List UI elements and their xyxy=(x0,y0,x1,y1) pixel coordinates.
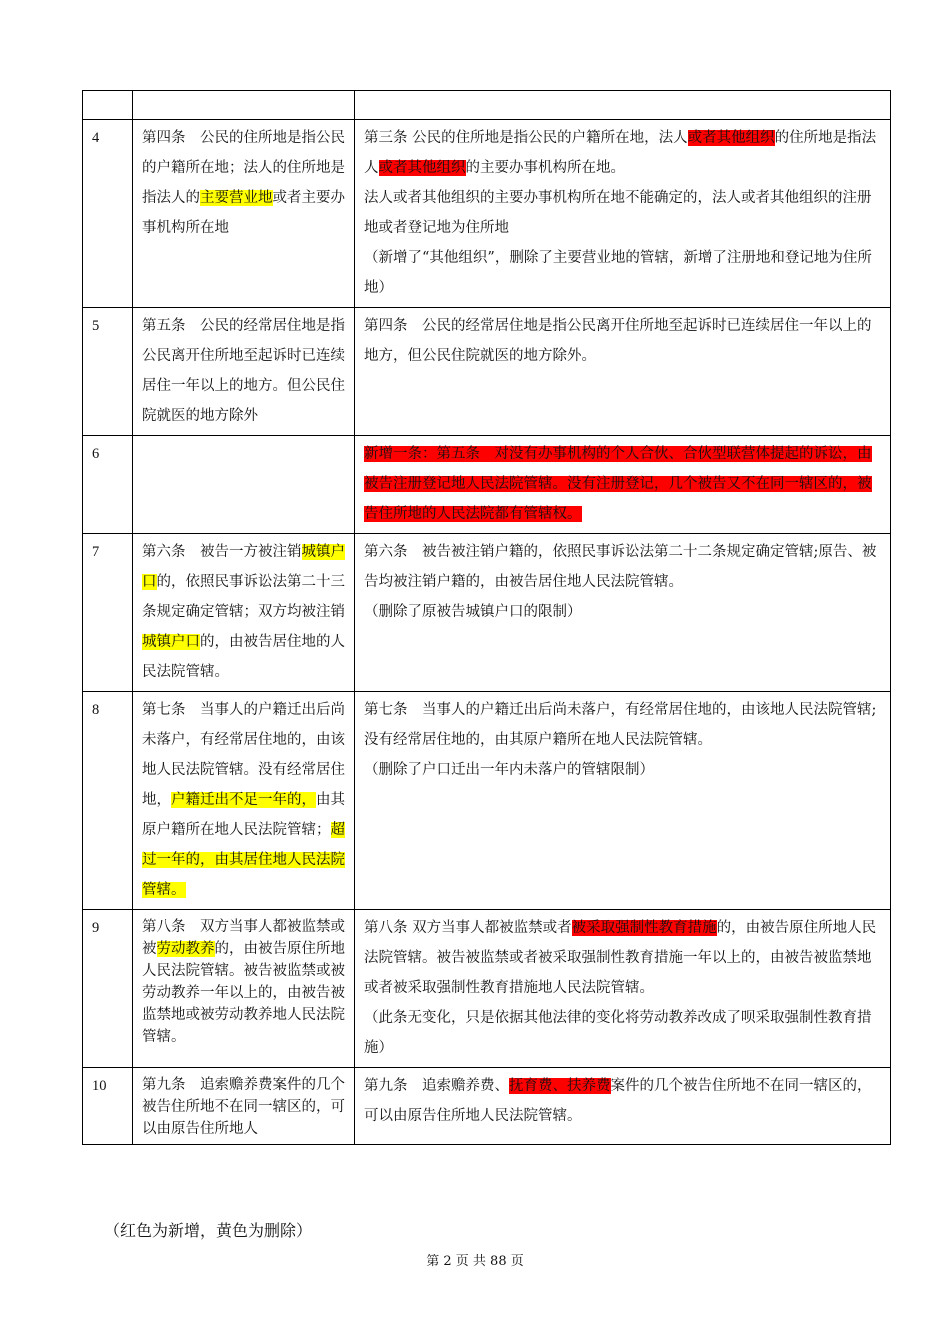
added-text-highlight: 新增一条：第五条 对没有办事机构的个人合伙、合伙型联营体提起的诉讼，由被告注册登记地人民法院管辖。没有注册登记，几个被告又不在同一辖区的，被告住所地的人民法院都有管辖权。 xyxy=(364,446,872,522)
old-provision-cell xyxy=(133,308,355,436)
row-number: 4 xyxy=(83,120,133,308)
old-provision-cell xyxy=(133,120,355,308)
new-provision-cell xyxy=(355,308,891,436)
deleted-text-highlight: 城镇户口 xyxy=(142,544,345,590)
comparison-table-body xyxy=(83,91,891,1145)
old-provision-cell xyxy=(133,534,355,692)
text-segment: 的，由被告居住地的人民法院管辖。 xyxy=(142,634,345,680)
added-text-highlight: 或者其他组织 xyxy=(687,130,775,146)
new-provision-cell xyxy=(355,692,891,910)
old-provision-cell xyxy=(133,436,355,534)
change-note: （新增了“其他组织”，删除了主要营业地的管辖，新增了注册地和登记地为住所地） xyxy=(364,250,872,296)
table-row xyxy=(83,436,891,534)
deleted-text-highlight: 主要营业地 xyxy=(200,190,273,206)
new-provision-paragraph xyxy=(364,311,881,371)
added-text-highlight: 抚育费、扶养费 xyxy=(509,1078,611,1094)
text-segment: 第八条 双方当事人都被监禁或者 xyxy=(364,920,572,936)
deleted-text-highlight: 户籍迁出不足一年的， xyxy=(171,792,316,808)
new-provision-cell xyxy=(355,1068,891,1145)
new-provision-paragraph xyxy=(364,123,881,183)
deleted-text-highlight: 超过一年的，由其居住地人民法院管辖。 xyxy=(142,822,345,898)
change-note: （此条无变化，只是依据其他法律的变化将劳动教养改成了呗采取强制性教育措施） xyxy=(364,1010,872,1056)
old-provision-cell xyxy=(133,1068,355,1145)
row-number: 9 xyxy=(83,910,133,1068)
text-segment: 法人或者其他组织的主要办事机构所在地不能确定的，法人或者其他组织的注册地或者登记地为住所地 xyxy=(364,190,872,236)
text-segment: 第三条 公民的住所地是指公民的户籍所在地，法人 xyxy=(364,130,688,146)
text-segment: 或者主要办事机构所在地 xyxy=(142,190,345,236)
text-segment: 第六条 被告被注销户籍的，依照民事诉讼法第二十二条规定确定管辖;原告、被告均被注销户籍的，由被告居住地人民法院管辖。 xyxy=(364,544,877,590)
text-segment: 第八条 双方当事人都被监禁或被 xyxy=(142,919,345,957)
table-row xyxy=(83,692,891,910)
text-segment: 第六条 被告一方被注销 xyxy=(142,544,302,560)
text-segment: 的主要办事机构所在地。 xyxy=(465,160,625,176)
new-provision-paragraph xyxy=(364,183,881,243)
deleted-text-highlight: 城镇户口 xyxy=(142,634,200,650)
text-segment: 第七条 当事人的户籍迁出后尚未落户，有经常居住地的，由该地人民法院管辖。没有经常居住地， xyxy=(142,702,345,808)
row-number: 7 xyxy=(83,534,133,692)
new-provision-paragraph xyxy=(364,537,881,597)
row-number: 8 xyxy=(83,692,133,910)
table-row xyxy=(83,910,891,1068)
old-provision-cell xyxy=(133,910,355,1068)
new-provision-cell xyxy=(355,436,891,534)
text-segment: 的住所地是指法人 xyxy=(364,130,877,176)
comparison-table xyxy=(82,90,891,1145)
new-provision-cell xyxy=(355,120,891,308)
header-cell-old-text xyxy=(133,91,355,120)
table-row xyxy=(83,1068,891,1145)
legend-footnote: （红色为新增，黄色为删除） xyxy=(104,1221,313,1240)
row-number: 6 xyxy=(83,436,133,534)
new-provision-cell xyxy=(355,910,891,1068)
table-row xyxy=(83,534,891,692)
deleted-text-highlight: 劳动教养 xyxy=(156,941,215,957)
text-segment: 第四条 公民的住所地是指公民的户籍所在地；法人的住所地是指法人的 xyxy=(142,130,345,206)
text-segment: 案件的几个被告住所地不在同一辖区的，可以由原告住所地人民法院管辖。 xyxy=(364,1078,872,1124)
table-row xyxy=(83,120,891,308)
table-row xyxy=(83,308,891,436)
row-number: 10 xyxy=(83,1068,133,1145)
text-segment: 的，由被告原住所地人民法院管辖。被告被监禁或者被采取强制性教育措施一年以上的，由被告被监禁地或者被采取强制性教育措施地人民法院管辖。 xyxy=(364,920,877,996)
header-cell-number xyxy=(83,91,133,120)
text-segment: 第四条 公民的经常居住地是指公民离开住所地至起诉时已连续居住一年以上的地方，但公民住院就医的地方除外。 xyxy=(364,318,872,364)
text-segment: 的，由被告原住所地人民法院管辖。被告被监禁或被劳动教养一年以上的，由被告被监禁地或被劳动教养地人民法院管辖。 xyxy=(142,941,345,1045)
added-text-highlight: 被采取强制性教育措施 xyxy=(571,920,717,936)
page-number: 第 2 页 共 88 页 xyxy=(426,1254,524,1269)
table-header-row xyxy=(83,91,891,120)
header-cell-new-text xyxy=(355,91,891,120)
change-note: （删除了户口迁出一年内未落户的管辖限制） xyxy=(364,762,654,778)
text-segment: 由其原户籍所在地人民法院管辖； xyxy=(142,792,345,838)
new-provision-paragraph xyxy=(364,1071,881,1131)
added-text-highlight: 或者其他组织 xyxy=(378,160,466,176)
new-provision-cell xyxy=(355,534,891,692)
text-segment: 第九条 追索赡养费案件的几个被告住所地不在同一辖区的，可以由原告住所地人 xyxy=(142,1077,345,1137)
new-provision-paragraph xyxy=(364,439,881,529)
text-segment: 第五条 公民的经常居住地是指公民离开住所地至起诉时已连续居住一年以上的地方。但公民住院就医的地方除外 xyxy=(142,318,345,424)
text-segment: 的，依照民事诉讼法第二十三条规定确定管辖；双方均被注销 xyxy=(142,574,345,620)
old-provision-cell xyxy=(133,692,355,910)
text-segment: 第九条 追索赡养费、 xyxy=(364,1078,509,1094)
text-segment: 第七条 当事人的户籍迁出后尚未落户，有经常居住地的，由该地人民法院管辖;没有经常居住地的，由其原户籍所在地人民法院管辖。 xyxy=(364,702,877,748)
row-number: 5 xyxy=(83,308,133,436)
new-provision-paragraph xyxy=(364,913,881,1003)
new-provision-paragraph xyxy=(364,695,881,755)
change-note: （删除了原被告城镇户口的限制） xyxy=(364,604,582,620)
